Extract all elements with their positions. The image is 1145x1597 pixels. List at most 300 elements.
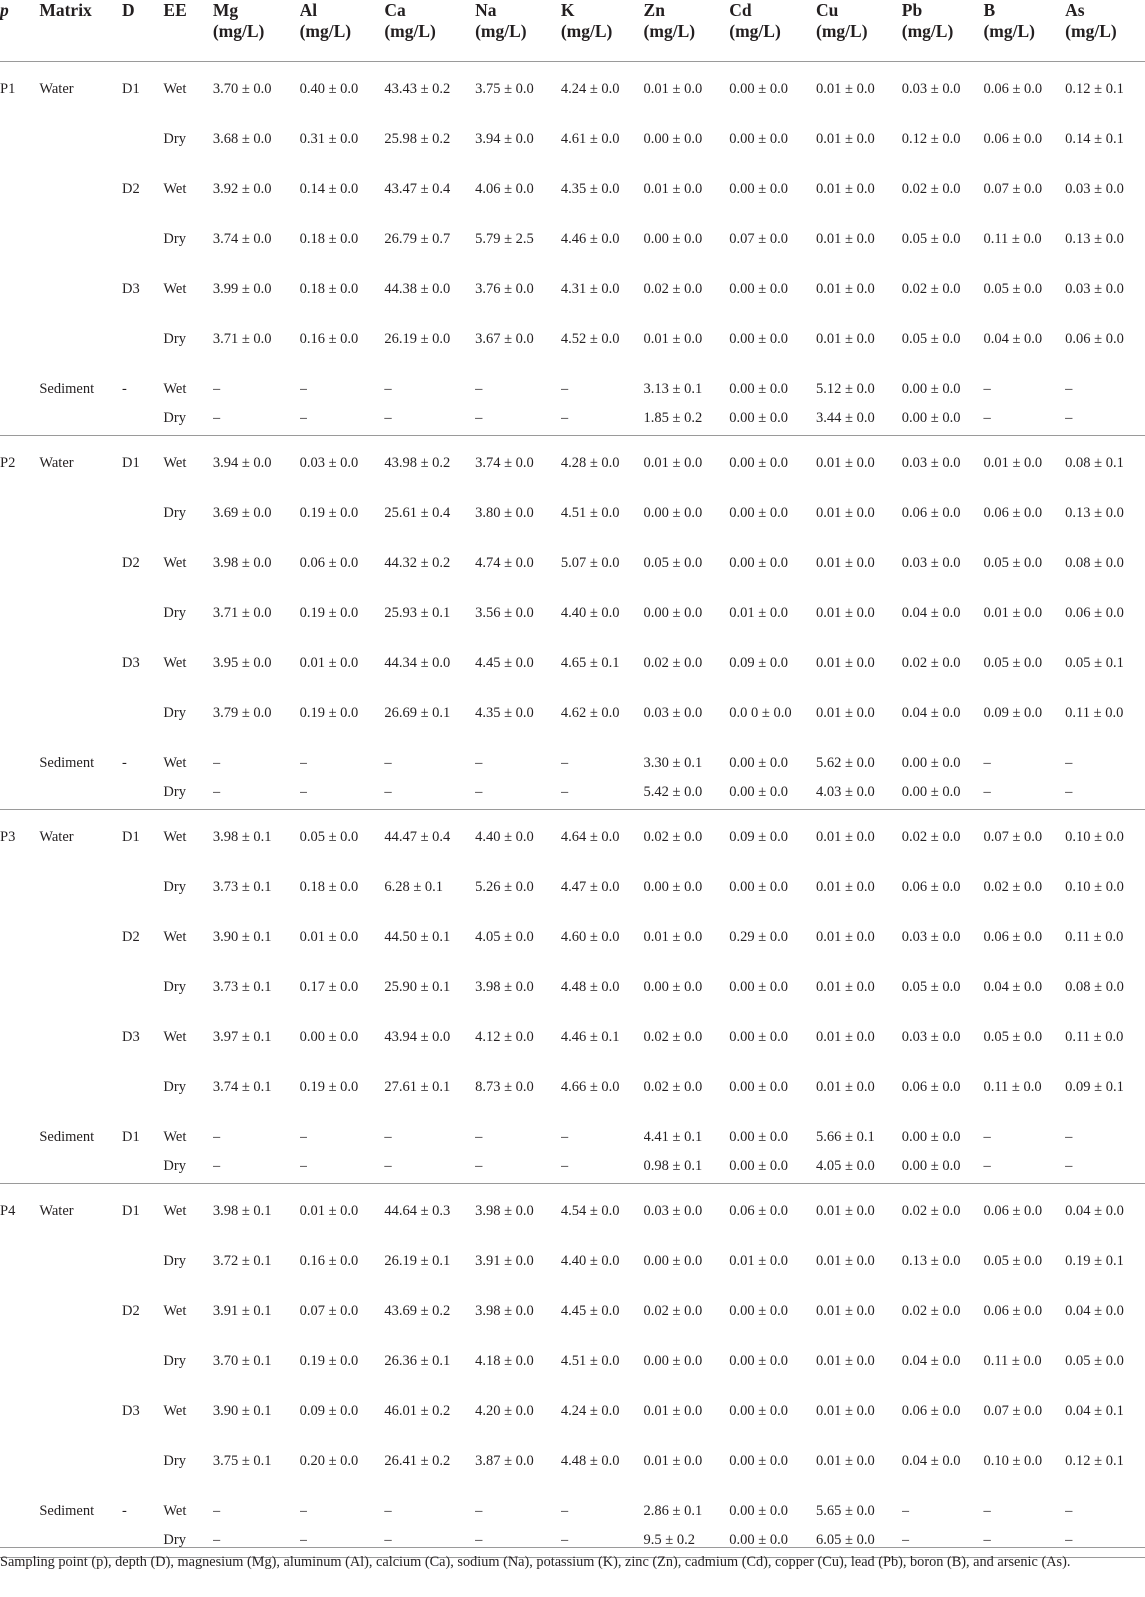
table-row bbox=[0, 1018, 1145, 1068]
table-cell: 0.00 ± 0.0 bbox=[299, 1029, 359, 1045]
table-cell: – bbox=[560, 1503, 569, 1519]
table-cell: 0.05 ± 0.0 bbox=[643, 555, 703, 571]
table-cell: 0.00 ± 0.0 bbox=[901, 755, 961, 771]
table-cell: P3 bbox=[0, 829, 16, 845]
table-cell: 3.90 ± 0.1 bbox=[212, 929, 272, 945]
table-cell: – bbox=[299, 1532, 307, 1548]
table-cell: 0.06 ± 0.0 bbox=[729, 1203, 788, 1219]
table-cell: 3.71 ± 0.0 bbox=[212, 605, 272, 621]
table-cell: D1 bbox=[122, 1129, 140, 1145]
table-cell: 0.01 ± 0.0 bbox=[816, 181, 875, 197]
table-cell: 0.03 ± 0.0 bbox=[901, 555, 961, 571]
table-cell: 0.00 ± 0.0 bbox=[729, 1158, 788, 1174]
table-cell: 3.98 ± 0.1 bbox=[212, 829, 272, 845]
table-cell: 0.02 ± 0.0 bbox=[643, 1303, 703, 1319]
table-cell: 0.02 ± 0.0 bbox=[901, 829, 961, 845]
table-cell: Sediment bbox=[39, 1129, 95, 1145]
table-cell bbox=[0, 1118, 39, 1147]
table-cell: 3.91 ± 0.0 bbox=[475, 1253, 534, 1269]
table-cell: 0.00 ± 0.0 bbox=[729, 131, 788, 147]
table-cell bbox=[0, 1392, 39, 1442]
table-cell: 43.98 ± 0.2 bbox=[384, 455, 451, 471]
table-cell: – bbox=[983, 381, 991, 397]
table-cell bbox=[0, 1242, 39, 1292]
table-cell bbox=[39, 1242, 122, 1292]
table-row bbox=[0, 644, 1145, 694]
table-cell: 43.94 ± 0.0 bbox=[384, 1029, 451, 1045]
table-cell: 0.01 ± 0.0 bbox=[816, 929, 875, 945]
table-cell: – bbox=[983, 755, 991, 771]
table-row bbox=[0, 399, 1145, 436]
table-cell: 0.19 ± 0.0 bbox=[299, 1353, 359, 1369]
table-cell bbox=[122, 1442, 163, 1492]
table-cell: 0.14 ± 0.0 bbox=[299, 181, 359, 197]
table-cell: Water bbox=[39, 81, 74, 97]
table-cell: 0.31 ± 0.0 bbox=[299, 131, 359, 147]
table-cell: – bbox=[299, 784, 307, 800]
table-cell: Dry bbox=[163, 979, 186, 995]
table-row bbox=[0, 1492, 1145, 1521]
table-row bbox=[0, 1342, 1145, 1392]
table-cell: 4.05 ± 0.0 bbox=[475, 929, 534, 945]
table-cell: 0.05 ± 0.0 bbox=[983, 655, 1043, 671]
table-cell: 3.99 ± 0.0 bbox=[212, 281, 272, 297]
table-cell: – bbox=[299, 410, 307, 426]
table-cell: Dry bbox=[163, 784, 186, 800]
table-cell: 0.06 ± 0.0 bbox=[983, 131, 1043, 147]
table-cell: – bbox=[983, 1532, 991, 1548]
table-row bbox=[0, 1242, 1145, 1292]
table-cell bbox=[122, 968, 163, 1018]
table-cell bbox=[0, 644, 39, 694]
table-cell: 5.26 ± 0.0 bbox=[475, 879, 534, 895]
table-cell bbox=[39, 399, 122, 436]
table-cell: – bbox=[1065, 410, 1073, 426]
table-cell: – bbox=[475, 410, 483, 426]
table-cell: 0.19 ± 0.0 bbox=[299, 505, 359, 521]
table-cell: 3.13 ± 0.1 bbox=[643, 381, 703, 397]
table-cell: – bbox=[212, 1532, 221, 1548]
column-header bbox=[300, 0, 385, 62]
table-cell: 4.18 ± 0.0 bbox=[475, 1353, 534, 1369]
table-cell: 0.00 ± 0.0 bbox=[901, 410, 961, 426]
table-cell: 3.74 ± 0.0 bbox=[212, 231, 272, 247]
table-cell: – bbox=[560, 1129, 569, 1145]
table-cell: 0.13 ± 0.0 bbox=[901, 1253, 961, 1269]
table-cell: 0.11 ± 0.0 bbox=[1065, 929, 1124, 945]
column-header-unit: (mg/L) bbox=[212, 21, 265, 41]
table-cell: 0.00 ± 0.0 bbox=[729, 381, 788, 397]
table-cell: 0.07 ± 0.0 bbox=[983, 829, 1043, 845]
table-cell: 3.67 ± 0.0 bbox=[475, 331, 534, 347]
table-cell: D3 bbox=[122, 281, 140, 297]
table-cell bbox=[39, 918, 122, 968]
table-cell: 0.19 ± 0.1 bbox=[1065, 1253, 1124, 1269]
table-cell: 0.07 ± 0.0 bbox=[983, 1403, 1043, 1419]
table-cell: 0.01 ± 0.0 bbox=[816, 81, 875, 97]
table-cell: 0.08 ± 0.0 bbox=[1065, 555, 1124, 571]
table-cell: Wet bbox=[163, 455, 187, 471]
table-cell: 0.12 ± 0.1 bbox=[1065, 81, 1124, 97]
table-cell bbox=[39, 544, 122, 594]
table-cell: 0.04 ± 0.0 bbox=[1065, 1203, 1124, 1219]
table-cell: Wet bbox=[163, 1503, 187, 1519]
table-cell: 5.65 ± 0.0 bbox=[816, 1503, 875, 1519]
table-cell: 3.75 ± 0.0 bbox=[475, 81, 534, 97]
table-cell: Dry bbox=[163, 1158, 186, 1174]
table-cell: 0.14 ± 0.1 bbox=[1065, 131, 1124, 147]
table-cell: 44.32 ± 0.2 bbox=[384, 555, 451, 571]
table-cell: 3.74 ± 0.0 bbox=[475, 455, 534, 471]
table-cell: 0.09 ± 0.0 bbox=[729, 829, 788, 845]
table-cell: 0.06 ± 0.0 bbox=[299, 555, 359, 571]
table-cell: – bbox=[560, 755, 569, 771]
table-header bbox=[0, 0, 1145, 62]
table-cell: 0.00 ± 0.0 bbox=[901, 1158, 961, 1174]
table-cell: 0.06 ± 0.0 bbox=[901, 1079, 961, 1095]
table-cell: 5.42 ± 0.0 bbox=[643, 784, 703, 800]
table-cell bbox=[0, 968, 39, 1018]
table-cell: – bbox=[212, 1503, 221, 1519]
table-cell: 5.12 ± 0.0 bbox=[816, 381, 875, 397]
table-cell: 0.16 ± 0.0 bbox=[299, 1253, 359, 1269]
table-cell: 0.06 ± 0.0 bbox=[983, 81, 1043, 97]
table-cell: 3.94 ± 0.0 bbox=[475, 131, 534, 147]
table-cell: Dry bbox=[163, 410, 186, 426]
column-header bbox=[163, 0, 212, 62]
table-cell: – bbox=[1065, 381, 1073, 397]
table-cell: 3.92 ± 0.0 bbox=[212, 181, 272, 197]
table-cell: 3.70 ± 0.1 bbox=[212, 1353, 272, 1369]
table-cell: – bbox=[475, 755, 483, 771]
table-cell: 0.01 ± 0.0 bbox=[816, 1079, 875, 1095]
table-cell: 0.03 ± 0.0 bbox=[643, 1203, 703, 1219]
table-row bbox=[0, 968, 1145, 1018]
table-cell bbox=[39, 120, 122, 170]
table-cell: 0.00 ± 0.0 bbox=[729, 755, 788, 771]
table-cell: 3.71 ± 0.0 bbox=[212, 331, 272, 347]
table-cell: 0.00 ± 0.0 bbox=[729, 979, 788, 995]
table-cell: 0.06 ± 0.0 bbox=[983, 929, 1043, 945]
table-cell: 0.03 ± 0.0 bbox=[1065, 281, 1124, 297]
table-cell: 0.09 ± 0.0 bbox=[299, 1403, 359, 1419]
table-cell: – bbox=[1065, 1532, 1073, 1548]
table-cell: Wet bbox=[163, 755, 187, 771]
table-cell: Wet bbox=[163, 655, 187, 671]
table-cell: 4.60 ± 0.0 bbox=[560, 929, 620, 945]
table-cell: 0.00 ± 0.0 bbox=[643, 979, 703, 995]
table-cell bbox=[39, 868, 122, 918]
column-header-symbol: Pb bbox=[901, 0, 923, 20]
table-cell: 0.05 ± 0.0 bbox=[901, 331, 961, 347]
table-cell: 0.01 ± 0.0 bbox=[816, 455, 875, 471]
table-cell: 44.47 ± 0.4 bbox=[384, 829, 451, 845]
table-cell: Wet bbox=[163, 1403, 187, 1419]
table-cell: 43.43 ± 0.2 bbox=[384, 81, 451, 97]
table-cell: Wet bbox=[163, 929, 187, 945]
table-cell: 0.05 ± 0.0 bbox=[901, 979, 961, 995]
table-cell bbox=[0, 320, 39, 370]
table-row bbox=[0, 1392, 1145, 1442]
table-cell: – bbox=[901, 1503, 910, 1519]
table-cell: Sediment bbox=[39, 1503, 95, 1519]
table-row bbox=[0, 1118, 1145, 1147]
table-cell: D3 bbox=[122, 1403, 140, 1419]
table-cell: 0.18 ± 0.0 bbox=[299, 879, 359, 895]
table-cell: 0.00 ± 0.0 bbox=[729, 1353, 788, 1369]
table-cell bbox=[0, 918, 39, 968]
table-cell: 0.19 ± 0.0 bbox=[299, 705, 359, 721]
table-cell: – bbox=[901, 1532, 910, 1548]
table-cell: 43.47 ± 0.4 bbox=[384, 181, 451, 197]
table-cell: 3.70 ± 0.0 bbox=[212, 81, 272, 97]
table-cell: 4.40 ± 0.0 bbox=[560, 605, 620, 621]
table-cell: 0.04 ± 0.0 bbox=[901, 705, 961, 721]
table-cell: – bbox=[475, 1129, 483, 1145]
table-cell: 3.98 ± 0.0 bbox=[475, 1303, 534, 1319]
table-cell bbox=[122, 220, 163, 270]
table-cell: 0.00 ± 0.0 bbox=[729, 555, 788, 571]
sampling-point-group bbox=[0, 436, 1145, 810]
table-cell: 4.52 ± 0.0 bbox=[560, 331, 620, 347]
table-cell: – bbox=[212, 755, 221, 771]
table-cell: 0.06 ± 0.0 bbox=[1065, 331, 1124, 347]
table-cell: 4.41 ± 0.1 bbox=[643, 1129, 703, 1145]
table-cell: 0.07 ± 0.0 bbox=[983, 181, 1043, 197]
table-cell: 4.48 ± 0.0 bbox=[560, 979, 620, 995]
table-cell: Wet bbox=[163, 1303, 187, 1319]
table-cell: 0.02 ± 0.0 bbox=[901, 1203, 961, 1219]
table-cell: – bbox=[1065, 1503, 1073, 1519]
table-cell: 0.03 ± 0.0 bbox=[901, 1029, 961, 1045]
table-cell: 0.11 ± 0.0 bbox=[983, 1079, 1042, 1095]
table-cell bbox=[0, 1068, 39, 1118]
table-footnote: Sampling point (p), depth (D), magnesium (Mg), aluminum (Al), calcium (Ca), sodium (Na), potassium (K), zinc (Zn), cadmium (Cd), copper (Cu), lead (Pb), boron (B), and arsenic (As). bbox=[0, 1547, 1145, 1572]
table-cell bbox=[122, 494, 163, 544]
table-cell: 0.02 ± 0.0 bbox=[901, 181, 961, 197]
table-cell bbox=[0, 120, 39, 170]
table-cell: – bbox=[384, 1158, 392, 1174]
table-cell bbox=[122, 1242, 163, 1292]
table-cell: 0.00 ± 0.0 bbox=[729, 505, 788, 521]
table-cell: 0.00 ± 0.0 bbox=[643, 505, 703, 521]
table-cell: 0.03 ± 0.0 bbox=[901, 929, 961, 945]
column-header bbox=[122, 0, 163, 62]
table-cell: Wet bbox=[163, 81, 187, 97]
column-header bbox=[39, 0, 122, 62]
table-cell: 0.03 ± 0.0 bbox=[643, 705, 703, 721]
table-cell: 0.02 ± 0.0 bbox=[901, 655, 961, 671]
table-cell: – bbox=[560, 1532, 569, 1548]
table-cell: 0.02 ± 0.0 bbox=[643, 281, 703, 297]
table-cell: 0.04 ± 0.0 bbox=[901, 1353, 961, 1369]
table-cell: 0.40 ± 0.0 bbox=[299, 81, 359, 97]
table-cell: – bbox=[299, 1158, 307, 1174]
table-cell: 3.75 ± 0.1 bbox=[212, 1453, 272, 1469]
table-cell: 25.98 ± 0.2 bbox=[384, 131, 451, 147]
table-row bbox=[0, 918, 1145, 968]
table-cell: 0.01 ± 0.0 bbox=[816, 1253, 875, 1269]
table-cell: 0.13 ± 0.0 bbox=[1065, 231, 1124, 247]
table-cell: 0.01 ± 0.0 bbox=[299, 929, 359, 945]
table-cell: 3.44 ± 0.0 bbox=[816, 410, 875, 426]
table-cell: 0.01 ± 0.0 bbox=[729, 605, 788, 621]
table-cell: 0.06 ± 0.0 bbox=[901, 879, 961, 895]
table-cell bbox=[39, 1292, 122, 1342]
table-cell bbox=[0, 1147, 39, 1184]
table-cell: 0.00 ± 0.0 bbox=[901, 381, 961, 397]
table-cell bbox=[0, 1292, 39, 1342]
table-cell: – bbox=[1065, 784, 1073, 800]
column-header-unit: (mg/L) bbox=[983, 21, 1035, 41]
table-cell: D1 bbox=[122, 81, 140, 97]
table-cell: D1 bbox=[122, 1203, 140, 1219]
sampling-point-group bbox=[0, 62, 1145, 436]
table-cell: 3.56 ± 0.0 bbox=[475, 605, 534, 621]
table-cell bbox=[122, 1068, 163, 1118]
table-cell: 0.29 ± 0.0 bbox=[729, 929, 788, 945]
table-cell: – bbox=[1065, 1129, 1073, 1145]
table-cell: D3 bbox=[122, 1029, 140, 1045]
table-cell: – bbox=[384, 1503, 392, 1519]
table-row bbox=[0, 220, 1145, 270]
table-cell: – bbox=[983, 1158, 991, 1174]
table-cell: 0.01 ± 0.0 bbox=[643, 1453, 703, 1469]
table-cell: 3.68 ± 0.0 bbox=[212, 131, 272, 147]
table-cell: 0.02 ± 0.0 bbox=[643, 1029, 703, 1045]
table-cell: 0.06 ± 0.0 bbox=[1065, 605, 1124, 621]
table-cell: 4.06 ± 0.0 bbox=[475, 181, 534, 197]
table-cell: 44.34 ± 0.0 bbox=[384, 655, 451, 671]
table-cell: 3.74 ± 0.1 bbox=[212, 1079, 272, 1095]
table-cell: 0.00 ± 0.0 bbox=[643, 879, 703, 895]
table-row bbox=[0, 1184, 1145, 1243]
table-cell: 3.98 ± 0.0 bbox=[475, 1203, 534, 1219]
table-cell: D2 bbox=[122, 555, 140, 571]
table-cell: 4.54 ± 0.0 bbox=[560, 1203, 620, 1219]
table-cell bbox=[39, 1068, 122, 1118]
table-cell: 0.10 ± 0.0 bbox=[1065, 879, 1124, 895]
table-cell: 0.12 ± 0.1 bbox=[1065, 1453, 1124, 1469]
table-cell: 4.62 ± 0.0 bbox=[560, 705, 620, 721]
table-cell bbox=[39, 320, 122, 370]
table-cell: 0.01 ± 0.0 bbox=[816, 1303, 875, 1319]
table-cell: 0.04 ± 0.0 bbox=[901, 1453, 961, 1469]
table-cell: Dry bbox=[163, 231, 186, 247]
table-cell: Sediment bbox=[39, 755, 95, 771]
table-cell: 0.04 ± 0.0 bbox=[901, 605, 961, 621]
table-cell: 0.00 ± 0.0 bbox=[729, 784, 788, 800]
table-cell: Water bbox=[39, 829, 74, 845]
table-cell: 0.00 ± 0.0 bbox=[643, 231, 703, 247]
table-cell: Wet bbox=[163, 555, 187, 571]
table-cell: – bbox=[475, 381, 483, 397]
table-row bbox=[0, 544, 1145, 594]
table-cell: 0.01 ± 0.0 bbox=[816, 705, 875, 721]
table-cell: – bbox=[384, 1532, 392, 1548]
table-cell: - bbox=[122, 1503, 127, 1519]
table-row bbox=[0, 270, 1145, 320]
table-cell: – bbox=[560, 410, 569, 426]
table-cell: 0.01 ± 0.0 bbox=[816, 1403, 875, 1419]
table-cell: – bbox=[299, 381, 307, 397]
table-cell: Dry bbox=[163, 1532, 186, 1548]
table-cell: 0.01 ± 0.0 bbox=[643, 181, 703, 197]
table-cell: 0.00 ± 0.0 bbox=[901, 1129, 961, 1145]
column-header bbox=[475, 0, 561, 62]
table-cell: Dry bbox=[163, 879, 186, 895]
table-cell bbox=[39, 968, 122, 1018]
table-cell: 4.66 ± 0.0 bbox=[560, 1079, 620, 1095]
table-cell bbox=[0, 399, 39, 436]
table-cell: – bbox=[983, 784, 991, 800]
table-cell: 0.01 ± 0.0 bbox=[816, 655, 875, 671]
table-cell: 4.03 ± 0.0 bbox=[816, 784, 875, 800]
column-header bbox=[983, 0, 1065, 62]
table-cell bbox=[122, 399, 163, 436]
table-cell bbox=[39, 1392, 122, 1442]
table-cell bbox=[122, 1147, 163, 1184]
column-header bbox=[816, 0, 902, 62]
table-cell: – bbox=[212, 1158, 221, 1174]
table-cell: 4.47 ± 0.0 bbox=[560, 879, 620, 895]
sampling-point-group bbox=[0, 1184, 1145, 1558]
column-header-symbol: Zn bbox=[643, 0, 665, 20]
table-cell: 0.00 ± 0.0 bbox=[643, 131, 703, 147]
table-cell: 0.01 ± 0.0 bbox=[816, 605, 875, 621]
column-header-unit: (mg/L) bbox=[729, 21, 781, 41]
table-cell: – bbox=[384, 784, 392, 800]
table-cell: 0.06 ± 0.0 bbox=[901, 1403, 961, 1419]
table-cell bbox=[39, 1442, 122, 1492]
table-cell: 0.17 ± 0.0 bbox=[299, 979, 359, 995]
table-cell: 0.20 ± 0.0 bbox=[299, 1453, 359, 1469]
table-cell bbox=[0, 270, 39, 320]
table-cell bbox=[0, 1342, 39, 1392]
column-header bbox=[384, 0, 475, 62]
table-cell: 0.01 ± 0.0 bbox=[816, 131, 875, 147]
table-cell: 0.00 ± 0.0 bbox=[729, 1029, 788, 1045]
table-cell: D2 bbox=[122, 1303, 140, 1319]
table-cell: D2 bbox=[122, 929, 140, 945]
table-cell: 4.45 ± 0.0 bbox=[560, 1303, 620, 1319]
table-cell: 3.95 ± 0.0 bbox=[212, 655, 272, 671]
table-cell: 0.05 ± 0.1 bbox=[1065, 655, 1124, 671]
table-cell: 26.69 ± 0.1 bbox=[384, 705, 451, 721]
table-cell: 0.06 ± 0.0 bbox=[983, 505, 1043, 521]
table-cell: 0.00 ± 0.0 bbox=[643, 605, 703, 621]
table-cell: 0.00 ± 0.0 bbox=[729, 81, 788, 97]
table-cell: 4.61 ± 0.0 bbox=[560, 131, 620, 147]
table-cell: 0.18 ± 0.0 bbox=[299, 231, 359, 247]
table-cell: Dry bbox=[163, 1453, 186, 1469]
table-cell: Wet bbox=[163, 1129, 187, 1145]
column-header-symbol: Cd bbox=[729, 0, 752, 20]
table-cell: 0.11 ± 0.0 bbox=[983, 1353, 1042, 1369]
table-cell: 6.05 ± 0.0 bbox=[816, 1532, 875, 1548]
table-cell: 0.00 ± 0.0 bbox=[729, 281, 788, 297]
table-cell: 3.30 ± 0.1 bbox=[643, 755, 703, 771]
table-cell: 0.11 ± 0.0 bbox=[1065, 1029, 1124, 1045]
table-row bbox=[0, 810, 1145, 869]
table-cell: – bbox=[212, 381, 221, 397]
table-cell: 0.08 ± 0.0 bbox=[1065, 979, 1124, 995]
column-header-unit: (mg/L) bbox=[384, 21, 436, 41]
table-cell: 0.01 ± 0.0 bbox=[643, 929, 703, 945]
column-header-unit: (mg/L) bbox=[1065, 21, 1117, 41]
table-cell: – bbox=[299, 755, 307, 771]
table-cell: 8.73 ± 0.0 bbox=[475, 1079, 534, 1095]
